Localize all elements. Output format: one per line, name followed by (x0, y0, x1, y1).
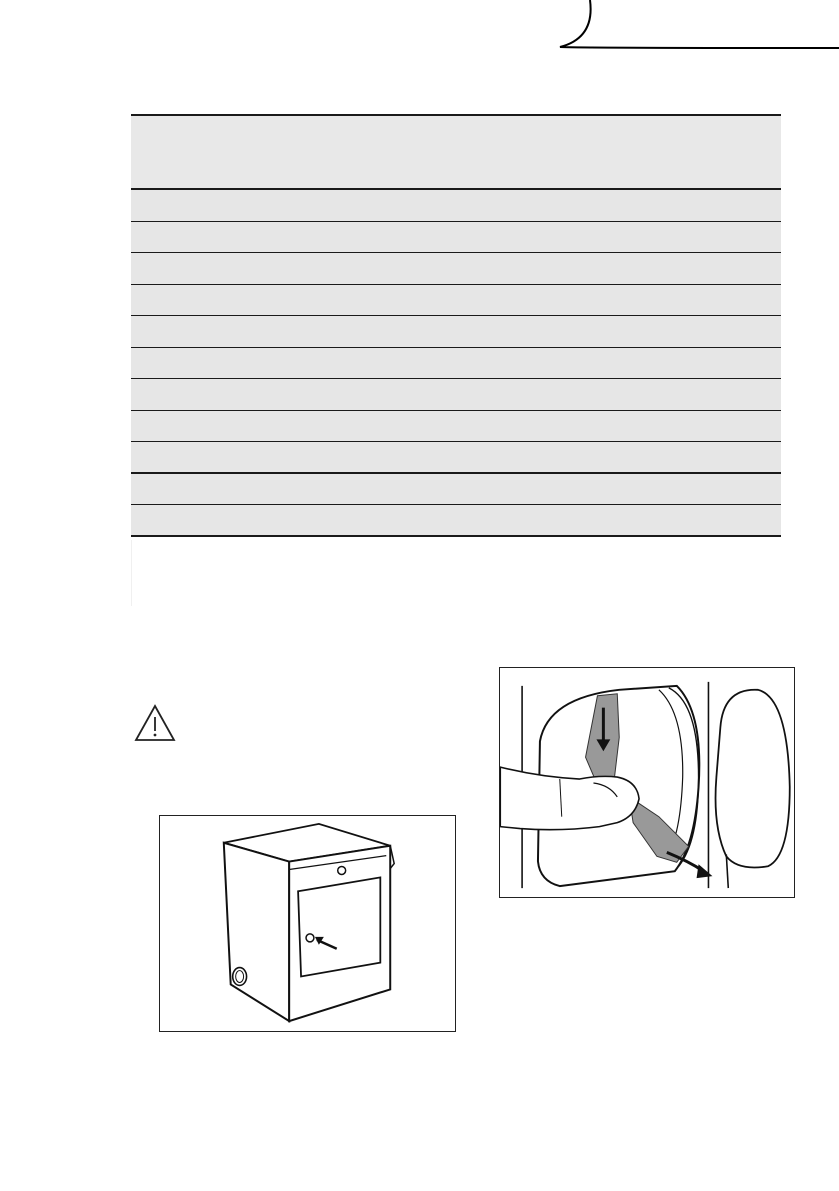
table-row (131, 442, 781, 474)
warning-triangle-icon (134, 704, 176, 742)
table-footnote-area (131, 540, 782, 606)
table-row (131, 253, 781, 285)
dryer-figure (159, 815, 456, 1032)
drum-cleaning-illustration (500, 668, 794, 897)
dryer-door-button-illustration (160, 816, 455, 1031)
table-row (131, 474, 781, 506)
table-row (131, 411, 781, 443)
table-row (131, 379, 781, 411)
table-row (131, 316, 781, 348)
table-header (131, 114, 781, 190)
table-row (131, 285, 781, 317)
drum-figure (499, 667, 795, 898)
table-row (131, 505, 781, 537)
page-corner-mark (0, 0, 839, 60)
table-row (131, 190, 781, 222)
table-row (131, 348, 781, 380)
table-row (131, 222, 781, 254)
data-table (131, 114, 781, 537)
